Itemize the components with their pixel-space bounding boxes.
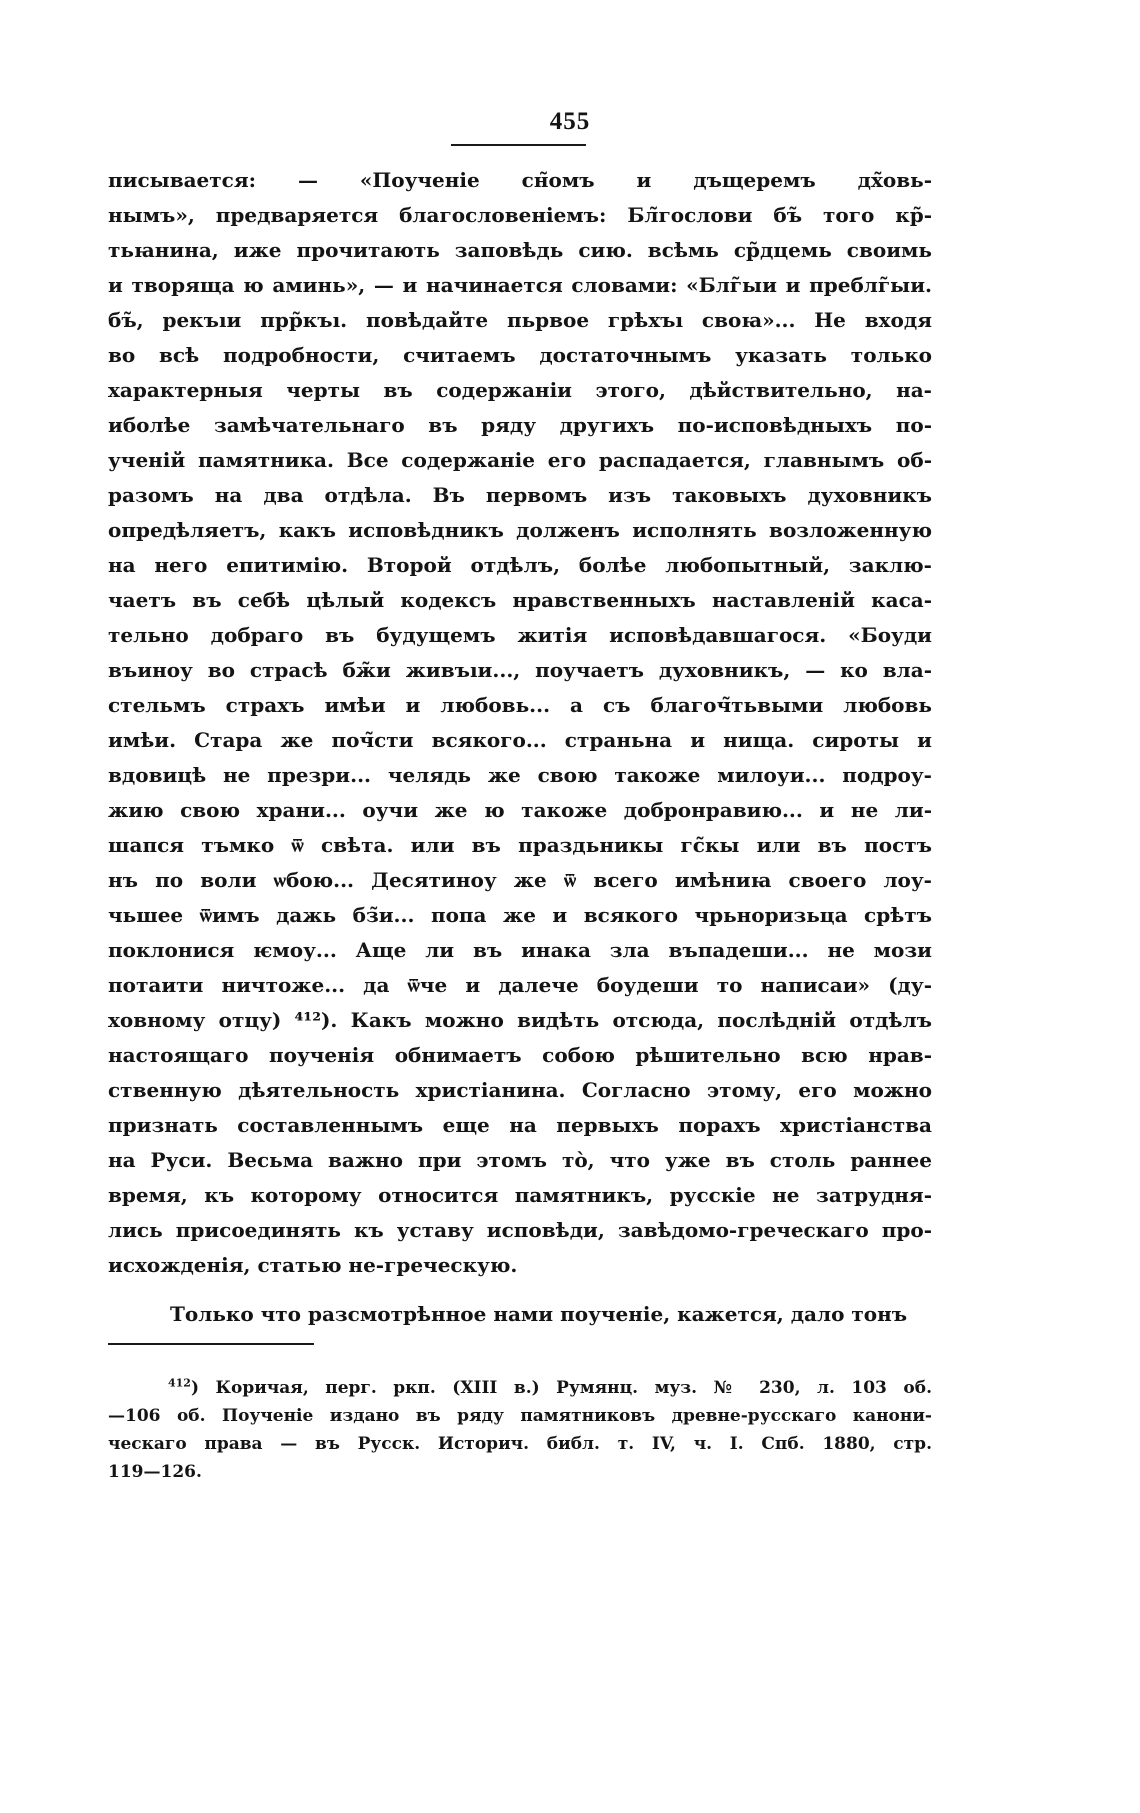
text-line: во всѣ подробности, считаемъ достаточнымъ указать только — [108, 343, 932, 367]
text-line: исхожденія, статью не-греческую. — [108, 1253, 518, 1277]
text-line: нъ по воли ѡбою... Десятиноу же ѿ всего имѣниꙗ своего лоу- — [108, 868, 932, 892]
text-line: потаити ничтоже... да ѿче и далече боудеши то написаи» (ду- — [108, 973, 932, 997]
text-line: поклонися ѥмоу... Аще ли въ инака зла въпадеши... не мози — [108, 938, 932, 962]
text-line: характерныя черты въ содержаніи этого, дѣйствительно, на- — [108, 378, 932, 402]
text-line: бъ̃, рекъıи прр̃къı. повѣдайте пьрвое грѣхъı своꙗ»... Не входя — [108, 308, 932, 332]
text-line: разомъ на два отдѣла. Въ первомъ изъ таковыхъ духовникъ — [108, 483, 932, 507]
text-line: тельно добраго въ будущемъ житія исповѣдавшагося. «Боуди — [108, 623, 932, 647]
text-line: ственную дѣятельность христіанина. Согласно этому, его можно — [108, 1078, 932, 1102]
text-line: лись присоединять къ уставу исповѣди, завѣдомо-греческаго про- — [108, 1218, 932, 1242]
page-number: 455 — [549, 108, 591, 135]
text-line: писывается: — «Поученіе сн̃омъ и дъщеремъ дх̃овь- — [108, 168, 932, 192]
footnote-line: —106 об. Поученіе издано въ ряду памятниковъ древне-русскаго канони- — [108, 1406, 932, 1426]
text-line: на Руси. Весьма важно при этомъ тò, что уже въ столь раннее — [108, 1148, 932, 1172]
footnote-mark: 412 — [168, 1376, 191, 1390]
text-line: иболѣе замѣчательнаго въ ряду другихъ по-исповѣдныхъ по- — [108, 413, 932, 437]
page-number-rule — [451, 144, 586, 146]
text-line: ховному отцу) ⁴¹²). Какъ можно видѣть отсюда, послѣдній отдѣлъ — [108, 1008, 932, 1032]
footnote-text: ) Коричая, перг. ркп. (XIII в.) Румянц. муз. № 230, л. 103 об. — [190, 1378, 932, 1398]
footnote-line — [108, 1374, 932, 1402]
text-line: имѣи. Стара же поч̃сти всякого... страньна и нища. сироты и — [108, 728, 932, 752]
text-line: въиноу во страсѣ бж̃и живъıи..., поучаетъ духовникъ, — ко вла- — [108, 658, 932, 682]
footnote-rule — [108, 1343, 314, 1345]
text-line: чьшее ѿимъ дажь бз̃и... попа же и всякого чрьноризьца срѣтъ — [108, 903, 932, 927]
footnote-line: 119—126. — [108, 1462, 202, 1482]
text-line: стельмъ страхъ имѣи и любовь... а съ благоч̃тьвыми любовь — [108, 693, 932, 717]
text-line: настоящаго поученія обнимаетъ собою рѣшительно всю нрав- — [108, 1043, 932, 1067]
footnote-line: ческаго права — въ Русск. Историч. библ. т. IV, ч. I. Спб. 1880, стр. — [108, 1434, 932, 1454]
paragraph-gap — [108, 1283, 932, 1297]
text-line: на него епитимію. Второй отдѣлъ, болѣе любопытный, заклю- — [108, 553, 932, 577]
text-line: жию свою храни... оучи же ю такоже добронравию... и не ли- — [108, 798, 932, 822]
text-line: ученій памятника. Все содержаніе его распадается, главнымъ об- — [108, 448, 932, 472]
text-line: время, къ которому относится памятникъ, русскіе не затрудня- — [108, 1183, 932, 1207]
body-text — [108, 163, 932, 1332]
text-line: и творяща ю аминь», — и начинается словами: «Блг̃ыи и преблг̃ыи. — [108, 273, 932, 297]
text-line: опредѣляетъ, какъ исповѣдникъ долженъ исполнять возложенную — [108, 518, 932, 542]
text-line: вдовицѣ не презри... челядь же свою такоже милоуи... подроу- — [108, 763, 932, 787]
text-line: Только что разсмотрѣнное нами поученіе, кажется, дало тонъ — [170, 1302, 908, 1326]
text-line: шапся тъмко ѿ свѣта. или въ праздьникы гс̃кы или въ постъ — [108, 833, 932, 857]
text-line: признать составленнымъ еще на первыхъ порахъ христіанства — [108, 1113, 932, 1137]
text-line: нымъ», предваряется благословеніемъ: Бл̃гослови бъ̃ того кр̃- — [108, 203, 932, 227]
text-line: тьꙗнина, иже прочитають заповѣдь сию. всѣмь ср̃дцемь своимь — [108, 238, 932, 262]
text-line: чаетъ въ себѣ цѣлый кодексъ нравственныхъ наставленій каса- — [108, 588, 932, 612]
footnote — [108, 1374, 932, 1486]
